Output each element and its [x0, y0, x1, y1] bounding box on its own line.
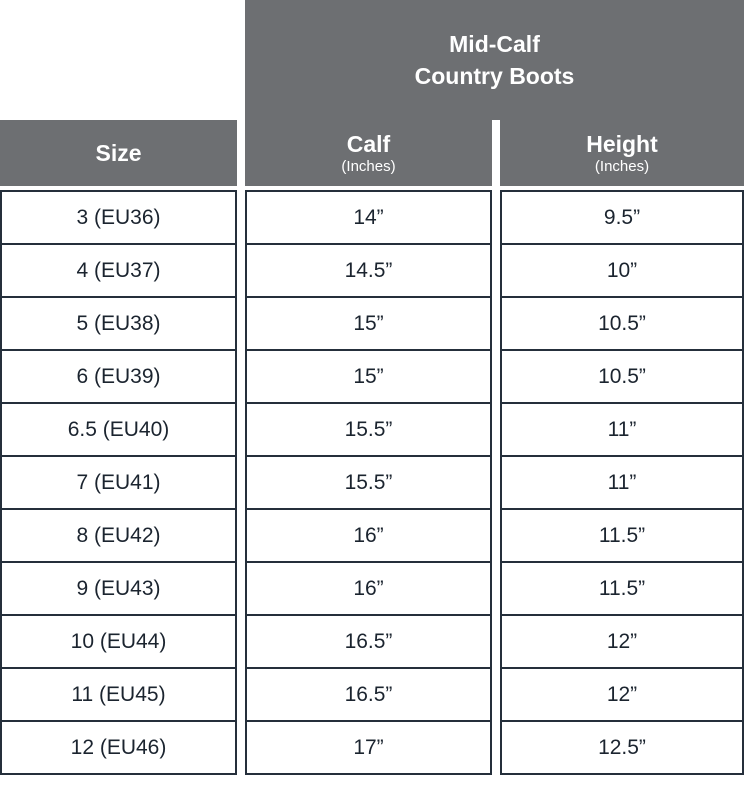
cell-calf: 15”	[245, 351, 492, 404]
chart-title-line-2: Country Boots	[414, 63, 575, 89]
row-gap-2	[492, 404, 500, 457]
table-row	[0, 669, 744, 722]
chart-title-line-1: Mid-Calf	[449, 31, 540, 57]
table-row	[0, 351, 744, 404]
row-gap-2	[492, 298, 500, 351]
cell-height: 12.5”	[500, 722, 744, 775]
cell-size: 8 (EU42)	[0, 510, 237, 563]
cell-calf: 15.5”	[245, 457, 492, 510]
row-gap-1	[237, 190, 245, 245]
table-row	[0, 616, 744, 669]
column-header-size	[0, 120, 237, 186]
column-header-calf-unit: (Inches)	[341, 158, 396, 175]
cell-size: 7 (EU41)	[0, 457, 237, 510]
cell-height: 10.5”	[500, 351, 744, 404]
table-row	[0, 298, 744, 351]
row-gap-1	[237, 245, 245, 298]
cell-size: 3 (EU36)	[0, 190, 237, 245]
table-row	[0, 563, 744, 616]
title-row	[0, 0, 744, 120]
table-row	[0, 245, 744, 298]
cell-size: 9 (EU43)	[0, 563, 237, 616]
row-gap-1	[237, 669, 245, 722]
cell-size: 10 (EU44)	[0, 616, 237, 669]
row-gap-2	[492, 351, 500, 404]
row-gap-1	[237, 298, 245, 351]
cell-calf: 16.5”	[245, 616, 492, 669]
table-row	[0, 722, 744, 775]
row-gap-2	[492, 510, 500, 563]
row-gap-1	[237, 457, 245, 510]
row-gap-1	[237, 722, 245, 775]
cell-height: 10”	[500, 245, 744, 298]
cell-height: 11.5”	[500, 510, 744, 563]
cell-height: 12”	[500, 669, 744, 722]
row-gap-1	[237, 616, 245, 669]
column-header-size-label: Size	[95, 140, 142, 166]
cell-height: 11”	[500, 457, 744, 510]
cell-size: 6 (EU39)	[0, 351, 237, 404]
chart-title	[245, 0, 744, 120]
table-row	[0, 190, 744, 245]
row-gap-2	[492, 616, 500, 669]
table-row	[0, 404, 744, 457]
column-header-calf-label: Calf	[346, 131, 391, 157]
row-gap-1	[237, 563, 245, 616]
row-gap-1	[237, 351, 245, 404]
title-row-gap-1	[237, 0, 245, 120]
table-row	[0, 510, 744, 563]
cell-calf: 17”	[245, 722, 492, 775]
column-header-row	[0, 120, 744, 186]
row-gap-2	[492, 563, 500, 616]
cell-height: 9.5”	[500, 190, 744, 245]
title-row-spacer-left	[0, 0, 237, 120]
cell-size: 4 (EU37)	[0, 245, 237, 298]
cell-height: 11”	[500, 404, 744, 457]
cell-calf: 14.5”	[245, 245, 492, 298]
column-header-height-unit: (Inches)	[594, 158, 650, 175]
header-gap-2	[492, 120, 500, 186]
column-header-calf	[245, 120, 492, 186]
cell-size: 11 (EU45)	[0, 669, 237, 722]
row-gap-2	[492, 669, 500, 722]
table-row	[0, 457, 744, 510]
row-gap-1	[237, 404, 245, 457]
cell-size: 5 (EU38)	[0, 298, 237, 351]
row-gap-2	[492, 457, 500, 510]
cell-height: 12”	[500, 616, 744, 669]
row-gap-2	[492, 722, 500, 775]
cell-size: 12 (EU46)	[0, 722, 237, 775]
row-gap-2	[492, 245, 500, 298]
column-header-height	[500, 120, 744, 186]
cell-calf: 16”	[245, 510, 492, 563]
cell-size: 6.5 (EU40)	[0, 404, 237, 457]
cell-calf: 16.5”	[245, 669, 492, 722]
cell-calf: 15.5”	[245, 404, 492, 457]
cell-calf: 16”	[245, 563, 492, 616]
column-header-height-label: Height	[586, 131, 658, 157]
cell-calf: 15”	[245, 298, 492, 351]
row-gap-2	[492, 190, 500, 245]
row-gap-1	[237, 510, 245, 563]
cell-height: 11.5”	[500, 563, 744, 616]
cell-calf: 14”	[245, 190, 492, 245]
header-gap-1	[237, 120, 245, 186]
cell-height: 10.5”	[500, 298, 744, 351]
